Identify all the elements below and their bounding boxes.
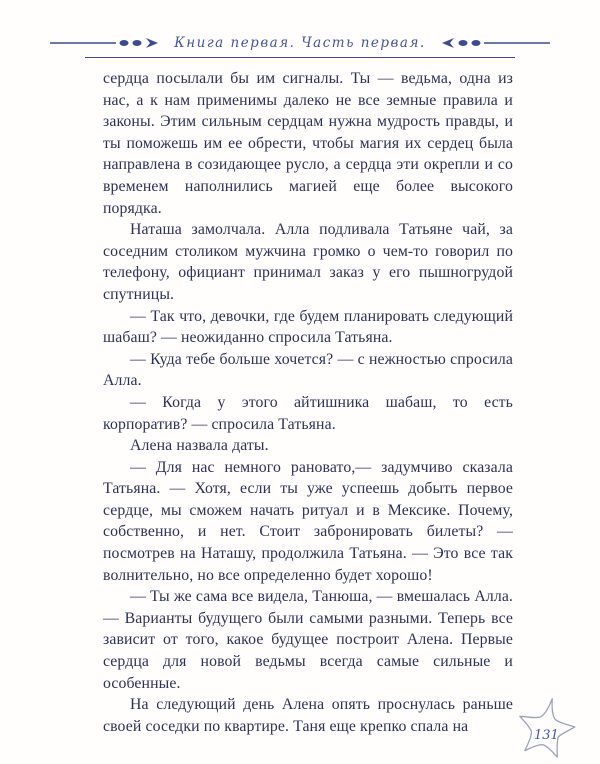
header-arrow-ornament-right-icon <box>440 37 550 49</box>
paragraph: — Куда тебе больше хочется? — с нежностью спросила Алла. <box>103 350 513 390</box>
paragraph: Наташа замолчала. Алла подливала Татьяне чай, за соседним столиком мужчина громко о чем-то говорил по телефону, официант принимал заказ у его пышногрудой спутницы. <box>103 221 513 303</box>
paragraph: — Ты же сама все видела, Танюша, — вмешалась Алла. — Варианты будущего были самыми разными. Теперь все зависит от того, какое будущее построит Алена. Первые сердца для новой ведьмы всегда самые сильные и особенные. <box>103 588 513 692</box>
header-divider <box>85 57 515 58</box>
page-footer <box>510 690 582 762</box>
page-number: 131 <box>534 728 559 743</box>
header-arrow-ornament-left-icon <box>50 37 160 49</box>
paragraph: сердца посылали бы им сигналы. Ты — ведьма, одна из нас, а к нам применимы далеко не все земные правила и законы. Этим сильным сердцам нужна мудрость правды, и ты поможешь им ее обрести, чтобы магия их сердец была направлена в созидающее русло, а сердца эти окрепли и со временем наполнились магией еще более высокого порядка. <box>103 70 513 217</box>
paragraph: — Так что, девочки, где будем планировать следующий шабаш? — неожиданно спросила Татьяна. <box>103 307 513 347</box>
page-header <box>0 26 600 60</box>
starfish-icon <box>510 690 582 762</box>
paragraph: Алена назвала даты. <box>130 437 269 455</box>
text-block <box>103 68 513 737</box>
paragraph: На следующий день Алена опять проснулась раньше своей соседки по квартире. Таня еще крепко спала на <box>103 696 513 735</box>
paragraph: — Когда у этого айтишника шабаш, то есть корпоратив? — спросила Татьяна. <box>103 393 513 433</box>
paragraph: — Для нас немного рановато,— задумчиво сказала Татьяна. — Хотя, если ты уже успеешь добыть первое сердце, мы сможем начать ритуал и в Мексике. Почему, собственно, и нет. Стоит забронировать билеты? — посмотрев на Наташу, продолжила Татьяна. — Это все так волнительно, но все определенно будет хорошо! <box>103 458 513 584</box>
chapter-title: Книга первая. Часть первая. <box>174 35 426 51</box>
